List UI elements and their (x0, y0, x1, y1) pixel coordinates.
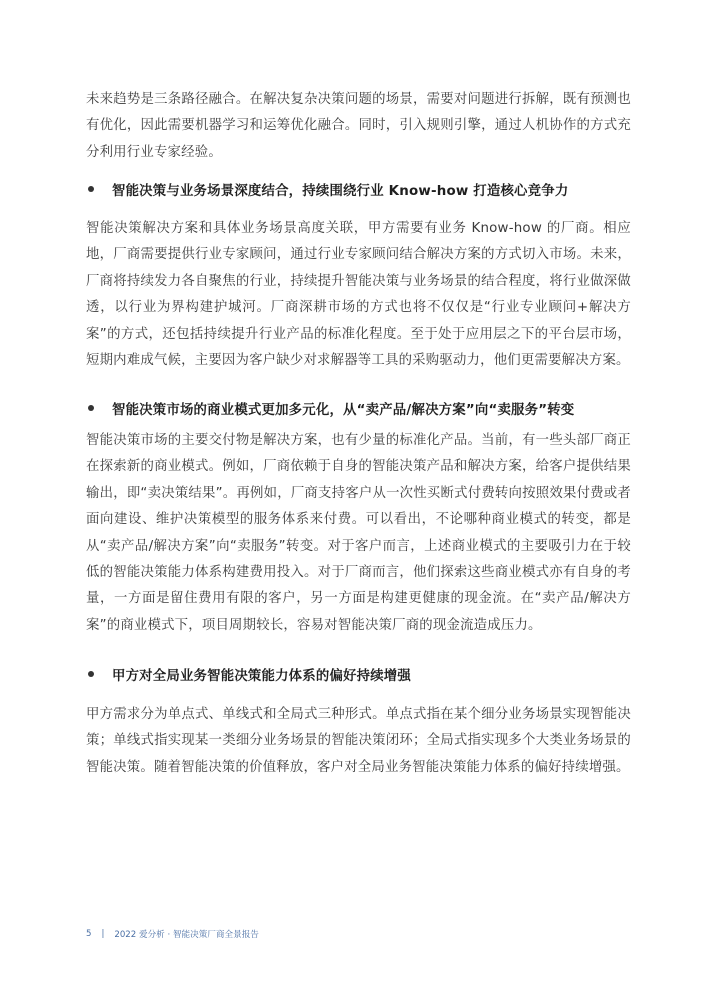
bullet-heading-text: 甲方对全局业务智能决策能力体系的偏好持续增强 (112, 668, 411, 684)
bullet-heading-text: 智能决策市场的商业模式更加多元化，从“卖产品/解决方案”向“卖服务”转变 (112, 402, 575, 418)
bullet-heading-business-model (86, 395, 574, 421)
bullet-heading-industry-knowhow (86, 176, 568, 202)
paragraph-global-capability: 甲方需求分为单点式、单线式和全局式三种形式。单点式指在某个细分业务场景实现智能决策；单线式指实现某一类细分业务场景的智能决策闭环；全局式指实现多个大类业务场景的智能决策。随着智能决策的价值释放，客户对全局业务智能决策能力体系的偏好持续增强。 (86, 707, 631, 775)
paragraph-future-trends: 未来趋势是三条路径融合。在解决复杂决策问题的场景，需要对问题进行拆解，既有预测也有优化，因此需要机器学习和运筹优化融合。同时，引入规则引擎，通过人机协作的方式充分利用行业专家经验。 (86, 92, 631, 160)
paragraph-business-model: 智能决策市场的主要交付物是解决方案，也有少量的标准化产品。当前，有一些头部厂商正在探索新的商业模式。例如，厂商依赖于自身的智能决策产品和解决方案，给客户提供结果输出，即“卖决策结果”。再例如，厂商支持客户从一次性买断式付费转向按照效果付费或者面向建设、维护决策模型的服务体系来付费。可以看出，不论哪种商业模式的转变，都是从“卖产品/解决方案”向“卖服务”转变。对于客户而言，上述商业模式的主要吸引力在于较低的智能决策能力体系构建费用投入。对于厂商而言，他们探索这些商业模式亦有自身的考量，一方面是留住费用有限的客户，另一方面是构建更健康的现金流。在“卖产品/解决方案”的商业模式下，项目周期较长，容易对智能决策厂商的现金流造成压力。 (86, 433, 631, 633)
page-number: 5 (86, 929, 92, 939)
bullet-heading-global-capability (86, 661, 411, 687)
bullet-dot-icon (88, 186, 94, 192)
footer-title: 2022 爱分析 · 智能决策厂商全景报告 (114, 930, 259, 940)
footer-separator: | (101, 929, 105, 939)
paragraph-industry-knowhow: 智能决策解决方案和具体业务场景高度关联，甲方需要有业务 Know-how 的厂商。相应地，厂商需要提供行业专家顾问，通过行业专家顾问结合解决方案的方式切入市场。未来，厂商将持续发力各自聚焦的行业，持续提升智能决策与业务场景的结合程度，将行业做深做透，以行业为界构建护城河。厂商深耕市场的方式也将不仅仅是“行业专业顾问+解决方案”的方式，还包括持续提升行业产品的标准化程度。至于处于应用层之下的平台层市场，短期内难成气候，主要因为客户缺少对求解器等工具的采购驱动力，他们更需要解决方案。 (86, 221, 631, 369)
bullet-dot-icon (88, 671, 94, 677)
bullet-dot-icon (88, 405, 94, 411)
page-footer (86, 928, 259, 940)
bullet-heading-text: 智能决策与业务场景深度结合，持续围绕行业 Know-how 打造核心竞争力 (112, 183, 569, 199)
